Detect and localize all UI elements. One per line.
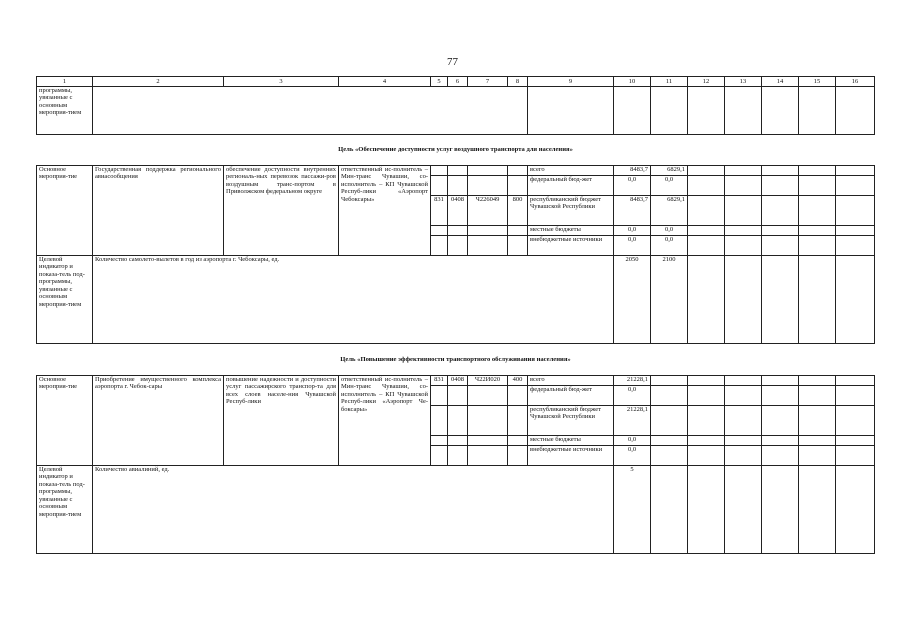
budget-code: Ч226049 — [468, 196, 508, 226]
funding-value: 6829,1 — [651, 196, 688, 226]
measure-row — [37, 166, 875, 176]
measure-row — [37, 376, 875, 386]
column-number: 10 — [614, 77, 651, 87]
funding-source: федеральный бюд-жет — [528, 386, 614, 406]
indicator-value: 2050 — [614, 256, 651, 344]
measure-result: повышение надежности и доступности услуг пассажирского транспор-та для всех слоев населе-ния Чувашской Респуб-лики — [224, 376, 339, 466]
column-number: 2 — [93, 77, 224, 87]
funding-source: республиканский бюджет Чувашской Республики — [528, 406, 614, 436]
column-number: 8 — [508, 77, 528, 87]
funding-source: всего — [528, 166, 614, 176]
goal-title: Цель «Повышение эффективности транспортного обслуживания населения» — [37, 344, 875, 376]
budget-code: 0408 — [448, 376, 468, 386]
measure-result: обеспечение доступности внутренних региональ-ных перевозок пассажи-ров воздушным транс-портом в Приволжском федеральном округе — [224, 166, 339, 256]
funding-source: внебюджетные источники — [528, 236, 614, 256]
column-number: 16 — [836, 77, 875, 87]
budget-code: Ч22И020 — [468, 376, 508, 386]
program-table — [36, 76, 875, 554]
column-number: 1 — [37, 77, 93, 87]
funding-value: 0,0 — [614, 446, 651, 466]
funding-value: 0,0 — [614, 176, 651, 196]
measure-name: Государственная поддержка регионального авиасообщения — [93, 166, 224, 256]
column-number: 6 — [448, 77, 468, 87]
funding-source: республиканский бюджет Чувашской Республики — [528, 196, 614, 226]
funding-value: 0,0 — [614, 236, 651, 256]
budget-code: 400 — [508, 376, 528, 386]
column-number: 5 — [431, 77, 448, 87]
funding-value: 0,0 — [614, 436, 651, 446]
measure-executor: ответственный ис-полнитель – Мин-транс Чувашии, со-исполнитель – КП Чувашской Респуб-лики «Аэропорт Чебоксары» — [339, 166, 431, 256]
indicator-label: Целевой индикатор и показа-тель под-программы, увязанные с основным мероприя-тием — [37, 466, 93, 554]
indicator-row — [37, 256, 875, 344]
funding-value: 0,0 — [614, 226, 651, 236]
indicator-text: Количество самолето-вылетов в год из аэропорта г. Чебоксары, ед. — [93, 256, 614, 344]
measure-type: Основное мероприя-тие — [37, 166, 93, 256]
funding-source: федеральный бюд-жет — [528, 176, 614, 196]
funding-source: местные бюджеты — [528, 436, 614, 446]
funding-value: 21228,1 — [614, 376, 651, 386]
continued-indicator-row — [37, 87, 875, 135]
measure-executor: ответственный ис-полнитель – Мин-транс Чувашии, со-исполнитель – КП Чувашской Респуб-лики «Аэропорт Че-боксары» — [339, 376, 431, 466]
goal-row — [37, 344, 875, 376]
indicator-label: Целевой индикатор и показа-тель под-программы, увязанные с основным мероприя-тием — [37, 256, 93, 344]
funding-value: 21228,1 — [614, 406, 651, 436]
measure-name: Приобретение имущественного комплекса аэропорта г. Чебок-сары — [93, 376, 224, 466]
page-number: 77 — [447, 56, 458, 68]
funding-value: 0,0 — [614, 386, 651, 406]
column-number: 3 — [224, 77, 339, 87]
column-number: 7 — [468, 77, 508, 87]
funding-source: внебюджетные источники — [528, 446, 614, 466]
column-number-row — [37, 77, 875, 87]
column-number: 9 — [528, 77, 614, 87]
funding-value: 0,0 — [651, 176, 688, 196]
indicator-row — [37, 466, 875, 554]
measure-type: Основное мероприя-тие — [37, 376, 93, 466]
funding-source: местные бюджеты — [528, 226, 614, 236]
column-number: 13 — [725, 77, 762, 87]
column-number: 12 — [688, 77, 725, 87]
column-number: 11 — [651, 77, 688, 87]
budget-code: 831 — [431, 196, 448, 226]
column-number: 4 — [339, 77, 431, 87]
funding-source: всего — [528, 376, 614, 386]
column-number: 14 — [762, 77, 799, 87]
funding-value: 6829,1 — [651, 166, 688, 176]
funding-value: 0,0 — [651, 236, 688, 256]
funding-value: 0,0 — [651, 226, 688, 236]
goal-row — [37, 135, 875, 166]
column-number: 15 — [799, 77, 836, 87]
budget-code: 800 — [508, 196, 528, 226]
goal-title: Цель «Обеспечение доступности услуг воздушного транспорта для населения» — [37, 135, 875, 166]
funding-value: 8483,7 — [614, 196, 651, 226]
budget-code: 0408 — [448, 196, 468, 226]
indicator-text: Количество авиалиний, ед. — [93, 466, 614, 554]
indicator-value: 5 — [614, 466, 651, 554]
funding-value: 8483,7 — [614, 166, 651, 176]
indicator-value: 2100 — [651, 256, 688, 344]
indicator-label-fragment: программы, увязанные с основным мероприя-тием — [37, 87, 93, 135]
budget-code: 831 — [431, 376, 448, 386]
